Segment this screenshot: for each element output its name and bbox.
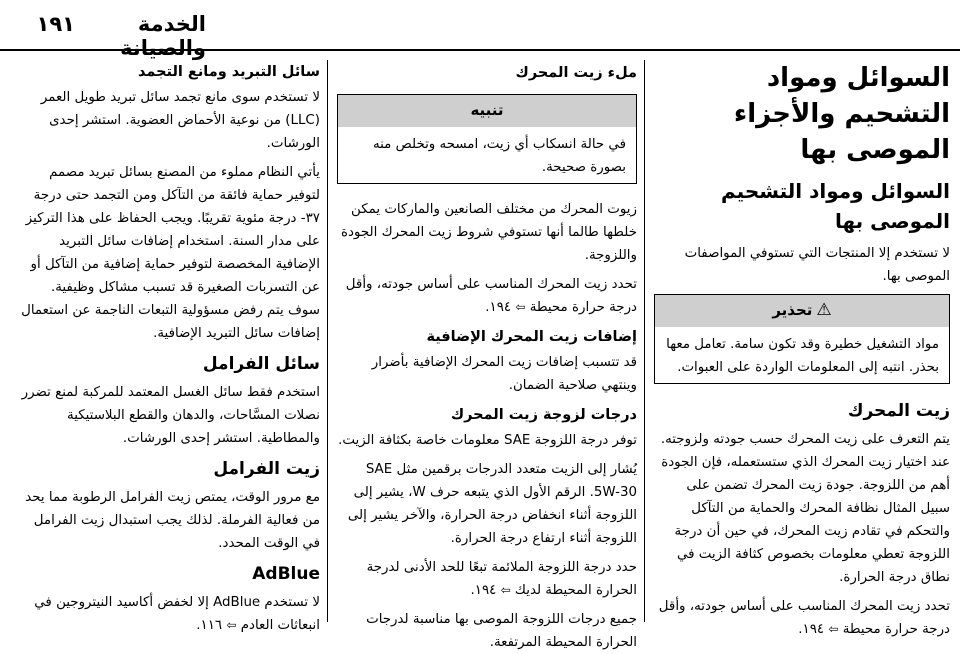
- brake-fluid-paragraph: مع مرور الوقت، يمتص زيت الفرامل الرطوبة مما يحد من فعالية الفرملة. لذلك يجب استبدال زيت الفرامل في الوقت المحدد.: [25, 490, 320, 551]
- reference-arrow-icon: ⇦: [828, 622, 839, 636]
- warning-heading: تحذير: [772, 301, 813, 319]
- adblue-heading: AdBlue: [252, 564, 320, 584]
- viscosity-paragraph: يُشار إلى الزيت متعدد الدرجات برقمين مثل SAE 5W-30. الرقم الأول الذي يتبعه حرف W، يشير إلى اللزوجة أثناء انخفاض درجة الحرارة، والآخر يشير إلى اللزوجة أثناء ارتفاع درجة الحرارة.: [347, 462, 637, 546]
- section-title: الخدمة والصيانة: [120, 12, 206, 60]
- reference-arrow-icon: ⇦: [515, 300, 526, 314]
- page-number: ١٩١: [36, 12, 75, 36]
- engine-oil-paragraph: يتم التعرف على زيت المحرك حسب جودته ولزوجته. عند اختيار زيت المحرك الذي ستستعمله، فإن الجودة أهم من اللزوجة. جودة زيت المحرك تضمن على سبيل المثال نظافة المحرك والحماية من التآكل والتحكم في تقادم زيت المحرك، في حين أن درجة اللزوجة تعطي معلومات بخصوص كثافة الزيت في نطاق درجة الحرارة.: [660, 432, 950, 585]
- brake-heading: سائل الفرامل: [202, 354, 320, 374]
- mixing-paragraph: زيوت المحرك من مختلف الصانعين والماركات يمكن خلطها طالما أنها تستوفي شروط زيت المحرك الجودة واللزوجة.: [340, 202, 637, 263]
- chapter-title: السوائل ومواد التشحيم والأجزاء الموصى بها: [733, 63, 950, 165]
- running-head: ملء زيت المحرك: [515, 65, 637, 81]
- column-right: [654, 60, 950, 642]
- additives-paragraph: قد تتسبب إضافات زيت المحرك الإضافية بأضرار وينتهي صلاحية الضمان.: [371, 355, 637, 393]
- viscosity-heading: درجات لزوجة زيت المحرك: [450, 407, 637, 423]
- engine-oil-heading: زيت المحرك: [847, 401, 950, 421]
- column-divider: [327, 60, 328, 622]
- reference-text: تحدد زيت المحرك المناسب على أساس جودته، وأقل درجة حرارة محيطة: [345, 277, 637, 315]
- brake-fluid-heading: زيت الفرامل: [213, 459, 320, 479]
- page-reference[interactable]: ١٩٤: [474, 583, 497, 598]
- page-reference[interactable]: ١١٦: [200, 618, 223, 633]
- page-reference[interactable]: ١٩٤: [802, 622, 825, 637]
- page-header: [0, 0, 960, 60]
- intro-paragraph: لا تستخدم إلا المنتجات التي تستوفي المواصفات الموصى بها.: [684, 246, 950, 284]
- coolant-heading: سائل التبريد ومانع التجمد: [138, 64, 320, 80]
- note-box: [337, 94, 637, 184]
- adblue-paragraph: لا تستخدم AdBlue إلا لخفض أكاسيد النيتروجين في انبعاثات العادم ⇦ ١١٦.: [34, 595, 320, 633]
- reference-arrow-icon: ⇦: [500, 583, 511, 597]
- brake-paragraph: استخدم فقط سائل الغسل المعتمد للمركبة لمنع تضرر نصلات المسَّاحات، والدهان والقطع البلاستيكية والمطاطية. استشر إحدى الورشات.: [21, 385, 320, 446]
- additives-heading: إضافات زيت المحرك الإضافية: [426, 329, 637, 345]
- coolant-paragraph: يأتي النظام مملوء من المصنع بسائل تبريد مصمم لتوفير حماية فائقة من التآكل ومن التجمد حتى درجة ٣٧- درجة مئوية تقريبًا. ويجب الحفاظ على هذا التركيز على مدار السنة. استخدام إضافات سائل التبريد الإضافية المخصصة لتوفير حماية إضافية من التآكل أو عن التسربات الصغيرة قد تسبب مشاكل وظيفية. سوف يتم رفض مسؤولية التبعات الناجمة عن استعمال إضافات سائل التبريد الإضافية.: [21, 165, 320, 341]
- warning-text: مواد التشغيل خطيرة وقد تكون سامة. تعامل معها بحذر. انتبه إلى المعلومات الواردة على العبوات.: [666, 337, 939, 375]
- section-heading: السوائل ومواد التشحيم الموصى بها: [720, 179, 950, 233]
- viscosity-reference-paragraph: حدد درجة اللزوجة الملائمة تبعًا للحد الأدنى لدرجة الحرارة المحيطة لديك ⇦ ١٩٤.: [366, 560, 637, 598]
- viscosity-paragraph: جميع درجات اللزوجة الموصى بها مناسبة لدرجات الحرارة المحيطة المرتفعة.: [366, 612, 637, 650]
- mixing-reference-paragraph: تحدد زيت المحرك المناسب على أساس جودته، وأقل درجة حرارة محيطة ⇦ ١٩٤.: [345, 277, 637, 315]
- warning-triangle-icon: ⚠: [816, 300, 832, 320]
- header-rule: [0, 49, 960, 51]
- viscosity-paragraph: توفر درجة اللزوجة SAE معلومات خاصة بكثافة الزيت.: [338, 433, 637, 448]
- reference-text: تحدد زيت المحرك المناسب على أساس جودته، وأقل درجة حرارة محيطة: [658, 599, 950, 637]
- reference-arrow-icon: ⇦: [226, 618, 237, 632]
- column-divider: [644, 60, 645, 622]
- column-left: [15, 60, 320, 642]
- note-text: في حالة انسكاب أي زيت، امسحه وتخلص منه بصورة صحيحة.: [372, 137, 626, 175]
- engine-oil-reference-paragraph: تحدد زيت المحرك المناسب على أساس جودته، وأقل درجة حرارة محيطة ⇦ ١٩٤.: [658, 599, 950, 637]
- reference-text: لا تستخدم AdBlue إلا لخفض أكاسيد النيتروجين في انبعاثات العادم: [34, 595, 320, 633]
- column-middle: [337, 60, 637, 650]
- note-heading: تنبيه: [338, 95, 636, 127]
- reference-text: حدد درجة اللزوجة الملائمة تبعًا للحد الأدنى لدرجة الحرارة المحيطة لديك: [366, 560, 637, 598]
- page-reference[interactable]: ١٩٤: [489, 300, 512, 315]
- warning-box: [654, 294, 950, 384]
- warning-box-header: [655, 295, 949, 327]
- coolant-paragraph: لا تستخدم سوى مانع تجمد سائل تبريد طويل العمر (LLC) من نوعية الأحماض العضوية. استشر إحدى الورشات.: [40, 90, 320, 151]
